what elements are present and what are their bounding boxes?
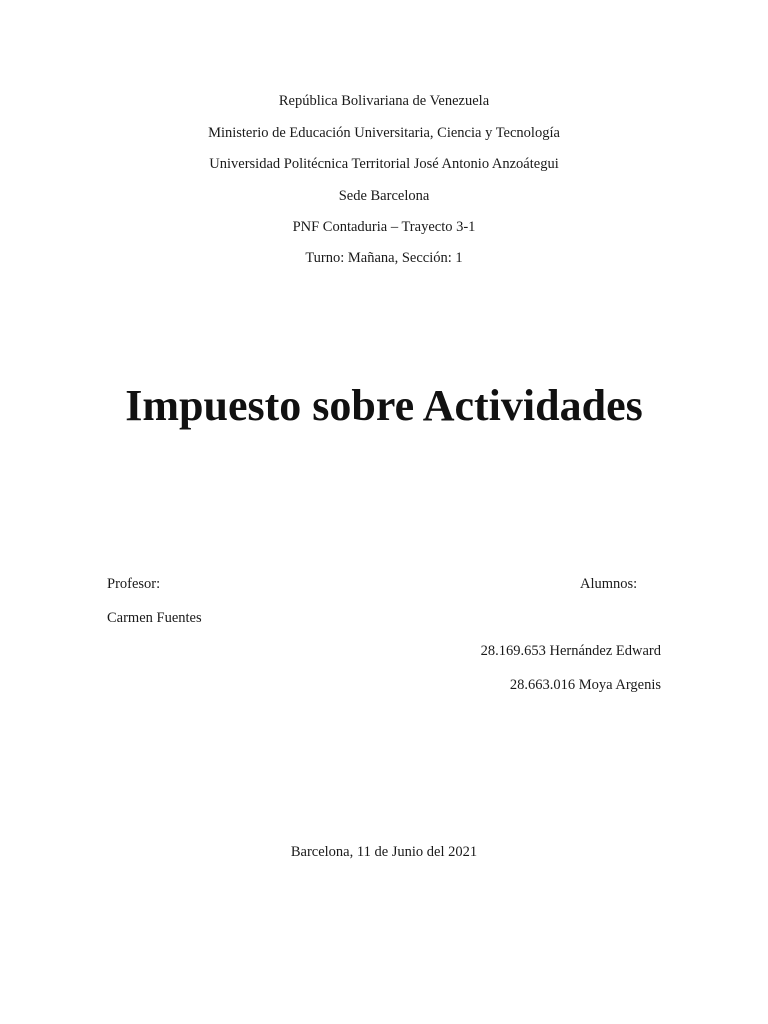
header-line-section: Turno: Mañana, Sección: 1 [305, 250, 463, 266]
student-entry: 28.663.016 Moya Argenis [509, 677, 661, 693]
header-line-university: Universidad Politécnica Territorial José Antonio Anzoátegui [209, 156, 559, 172]
header-line-program: PNF Contaduria – Trayecto 3-1 [292, 219, 476, 235]
students-label: Alumnos: [580, 576, 638, 592]
document-title: Impuesto sobre Actividades [125, 381, 643, 430]
professor-name: Carmen Fuentes [107, 610, 202, 626]
place-and-date: Barcelona, 11 de Junio del 2021 [290, 844, 478, 860]
header-line-country: República Bolivariana de Venezuela [278, 93, 490, 109]
header-line-campus: Sede Barcelona [338, 188, 430, 204]
header-line-ministry: Ministerio de Educación Universitaria, Ciencia y Tecnología [208, 125, 560, 141]
student-entry: 28.169.653 Hernández Edward [480, 643, 661, 659]
professor-label: Profesor: [107, 576, 161, 592]
